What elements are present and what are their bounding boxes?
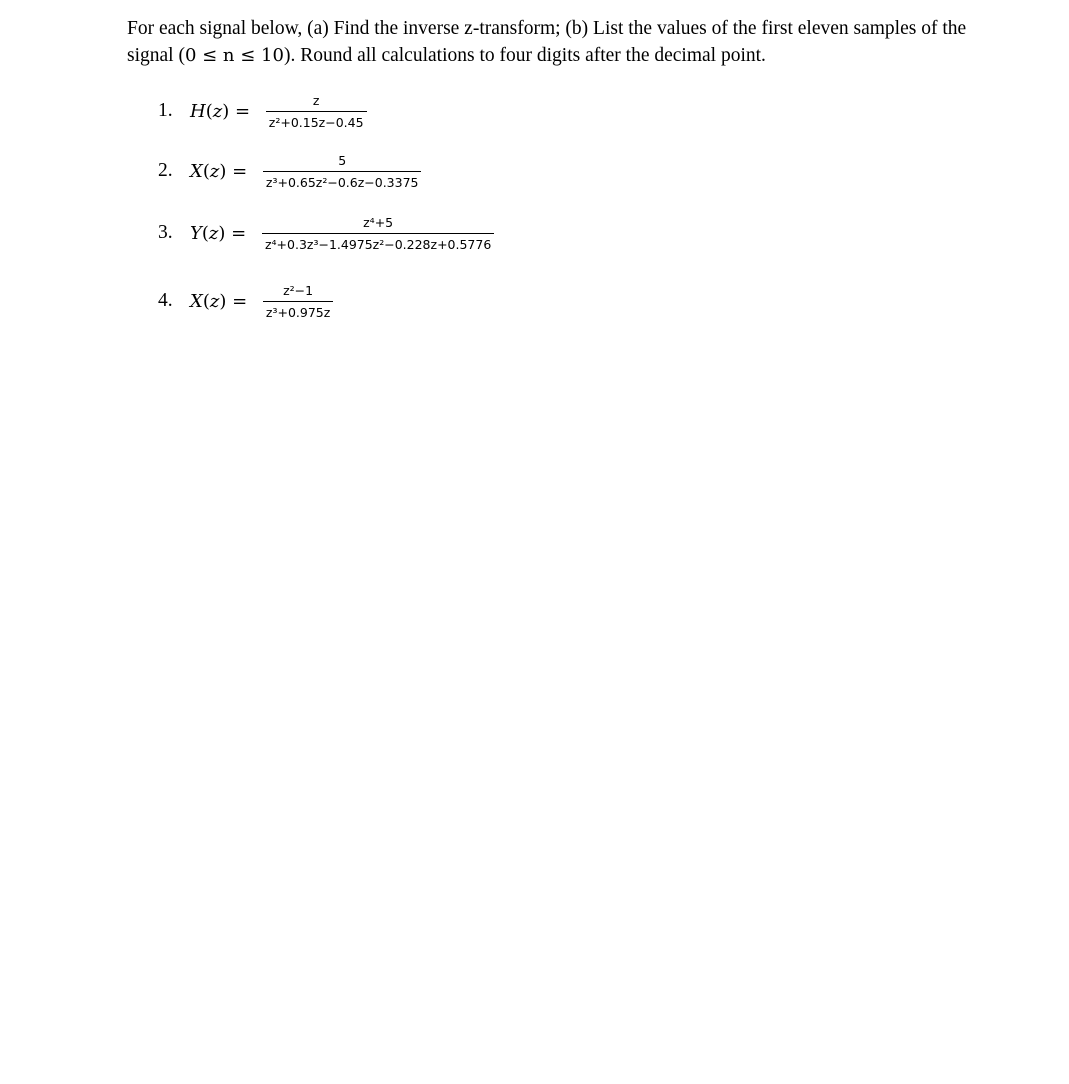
function-name: X — [190, 160, 203, 182]
transform-lhs: H ( z ) = — [190, 100, 256, 122]
function-name: X — [190, 290, 203, 312]
fraction-numerator: z²−1 — [283, 282, 314, 298]
transfer-fraction — [263, 153, 422, 190]
problem-number: 3. — [158, 222, 173, 243]
function-variable: z — [209, 160, 220, 182]
problem-item-1 — [158, 88, 367, 134]
fraction-denominator: z³+0.65z²−0.6z−0.3375 — [265, 174, 419, 190]
transfer-fraction — [263, 283, 333, 320]
function-variable: z — [212, 100, 223, 122]
fraction-numerator: z⁴+5 — [363, 214, 394, 230]
instructions-paragraph — [127, 15, 1007, 69]
fraction-denominator: z²+0.15z−0.45 — [268, 114, 364, 130]
fraction-numerator: 5 — [338, 152, 347, 168]
function-variable: z — [209, 290, 220, 312]
transform-lhs: X ( z ) = — [190, 290, 253, 312]
fraction-numerator: z — [312, 92, 320, 108]
function-name: Y — [190, 222, 202, 244]
instructions-text-end: ). Round all calculations to four digits after the decimal point. — [283, 45, 766, 66]
problem-number: 4. — [158, 290, 173, 311]
transform-lhs: Y ( z ) = — [190, 222, 252, 244]
fraction-denominator: z³+0.975z — [265, 304, 331, 320]
problem-item-3 — [158, 210, 494, 256]
function-name: H — [190, 100, 206, 122]
instructions-text-start: For each signal below, (a) Find the inverse z-transform; (b) List the values of the first eleven samples of the signal ( — [127, 18, 967, 66]
sample-range-expression: 0 ≤ n ≤ 10 — [184, 45, 284, 66]
fraction-denominator: z⁴+0.3z³−1.4975z²−0.228z+0.5776 — [264, 236, 492, 252]
function-variable: z — [208, 222, 219, 244]
problem-item-4 — [158, 278, 333, 324]
transfer-fraction — [266, 93, 367, 130]
problem-number: 2. — [158, 160, 173, 181]
transform-lhs: X ( z ) = — [190, 160, 253, 182]
transfer-fraction — [262, 215, 494, 252]
problem-number: 1. — [158, 100, 173, 121]
problem-item-2 — [158, 148, 421, 194]
